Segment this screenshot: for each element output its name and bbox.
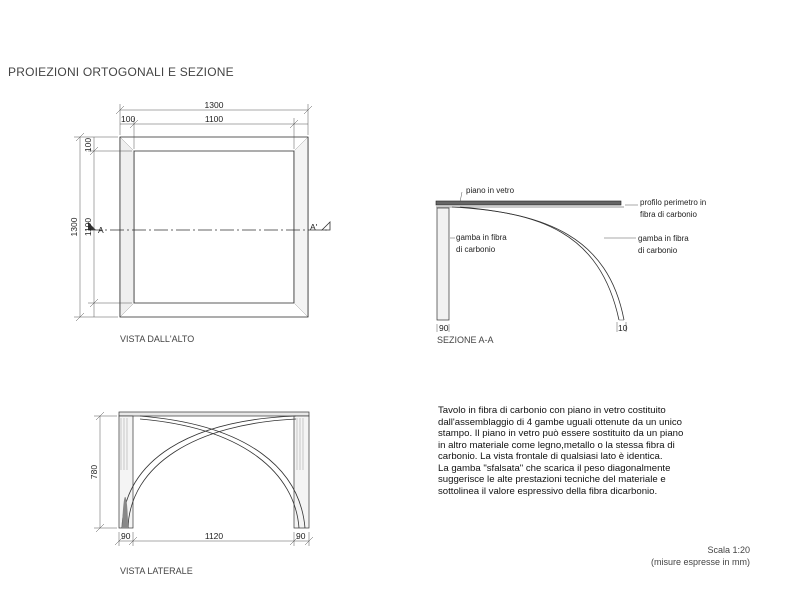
top-view [69,100,330,344]
dim-leg-left: 90 [121,531,131,541]
dim-overall-height: 1300 [69,217,79,237]
top-view-inner-edge [134,151,294,303]
dim-leg-tip: 10 [618,323,628,333]
dim-frame-left: 100 [121,114,136,124]
description-text [438,405,688,497]
sheet-title: PROIEZIONI ORTOGONALI E SEZIONE [8,65,234,79]
description-line: dall'assemblaggio di 4 gambe uguali ottenute da un unico [438,416,682,428]
description-line: sottolinea il valore espressivo della fibra dicarbonio. [438,485,658,497]
side-view-caption: VISTA LATERALE [120,566,193,576]
section-leg-left [437,208,449,320]
side-view-arch-left [122,416,296,528]
top-view-outer-edge [120,137,308,317]
section-mark-left: A [98,225,104,235]
section-arrow-right-icon [322,222,330,230]
label-glass: piano in vetro [466,186,515,195]
section-leg-curve [452,207,619,320]
scale-label: Scala 1:20 [707,545,750,555]
description-line: Tavolo in fibra di carbonio con piano in vetro costituito [438,405,666,416]
description-line: suggerisce le alte prestazioni tecniche del materiale e [438,474,666,485]
description-line: carbonio. La vista frontale di qualsiasi lato è identica. [438,451,663,462]
dim-inner-width: 1100 [204,114,224,124]
label-profile: profilo perimetro in fibra di carbonio [640,198,707,219]
dim-leg-base: 90 [439,323,449,333]
description-line: stampo. Il piano in vetro può essere sostituito da un piano [438,428,684,439]
section-view-caption: SEZIONE A-A [437,335,494,345]
dim-span: 1120 [204,531,224,541]
scale-note [651,544,750,568]
dim-leg-right: 90 [296,531,306,541]
side-view-top [119,412,309,416]
section-view [436,186,708,345]
side-view-arch-right [140,416,305,528]
dim-frame-top: 100 [83,137,93,153]
glass-top [436,201,621,205]
description-line: La gamba "sfalsata" che scarica il peso diagonalmente [438,462,671,474]
side-view [89,412,313,576]
section-mark-right: A' [310,222,318,232]
description-line: in altro materiale come legno,metallo o la stessa fibra di [438,439,675,451]
label-leg-right: gamba in fibra di carbonio [638,234,689,255]
scale-units-note: (misure espresse in mm) [650,557,750,567]
dim-inner-height: 1100 [83,217,93,237]
dim-height: 780 [89,464,99,480]
label-leg-left: gamba in fibra di carbonio [456,233,507,254]
top-view-caption: VISTA DALL'ALTO [120,334,195,344]
dim-overall-width: 1300 [204,100,224,110]
